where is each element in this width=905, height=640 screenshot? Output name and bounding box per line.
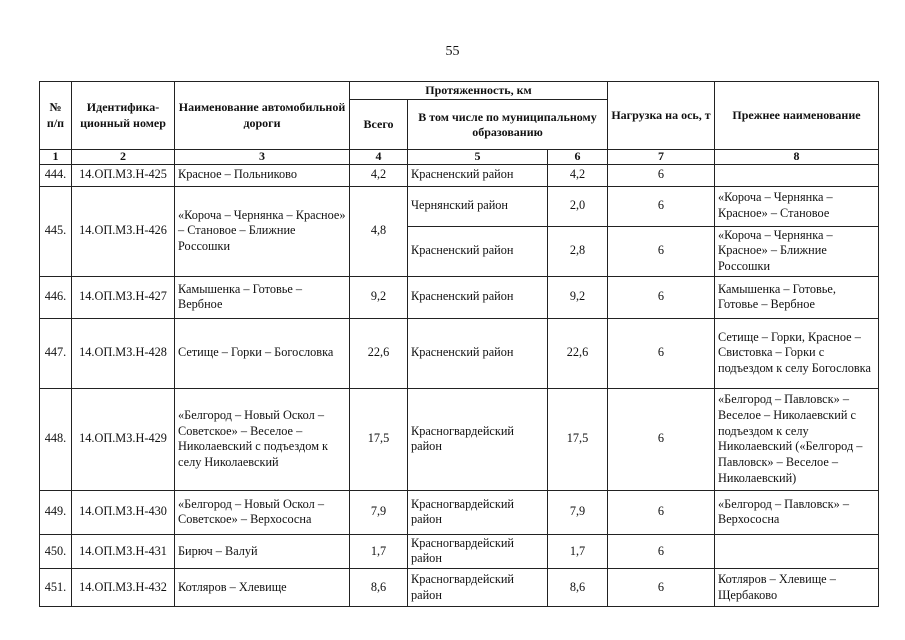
- district-km: 22,6: [548, 318, 608, 388]
- column-number: 8: [715, 150, 879, 164]
- row-number: 451.: [40, 569, 72, 607]
- row-number: 445.: [40, 186, 72, 276]
- road-name: Красное – Польниково: [175, 164, 350, 186]
- header-including: В том числе по муниципальному образованию: [408, 100, 608, 150]
- former-name: Камышенка – Готовье, Готовье – Вербное: [715, 276, 879, 318]
- road-id: 14.ОП.МЗ.Н-427: [72, 276, 175, 318]
- roads-table: [39, 81, 879, 607]
- column-number: 1: [40, 150, 72, 164]
- district-km: 8,6: [548, 569, 608, 607]
- row-number: 444.: [40, 164, 72, 186]
- table-row: [40, 186, 879, 226]
- road-id: 14.ОП.МЗ.Н-429: [72, 388, 175, 490]
- column-number: 7: [608, 150, 715, 164]
- road-total-km: 4,2: [350, 164, 408, 186]
- road-name: Камышенка – Готовье – Вербное: [175, 276, 350, 318]
- former-name: «Короча – Чернянка – Красное» – Ближние Россошки: [715, 226, 879, 276]
- road-total-km: 8,6: [350, 569, 408, 607]
- road-id: 14.ОП.МЗ.Н-428: [72, 318, 175, 388]
- axle-load: 6: [608, 276, 715, 318]
- row-number: 447.: [40, 318, 72, 388]
- district-name: Красненский район: [408, 164, 548, 186]
- table-row: [40, 164, 879, 186]
- road-name: Сетище – Горки – Богословка: [175, 318, 350, 388]
- axle-load: 6: [608, 186, 715, 226]
- road-total-km: 17,5: [350, 388, 408, 490]
- axle-load: 6: [608, 226, 715, 276]
- district-km: 17,5: [548, 388, 608, 490]
- column-number: 2: [72, 150, 175, 164]
- district-km: 2,0: [548, 186, 608, 226]
- header-num: № п/п: [40, 82, 72, 150]
- table-row: [40, 276, 879, 318]
- district-name: Красненский район: [408, 276, 548, 318]
- page-number: 55: [445, 44, 460, 59]
- district-name: Красногвардейский район: [408, 388, 548, 490]
- column-number: 6: [548, 150, 608, 164]
- former-name: [715, 164, 879, 186]
- district-name: Красненский район: [408, 318, 548, 388]
- column-number: 3: [175, 150, 350, 164]
- district-km: 1,7: [548, 534, 608, 568]
- road-name: Котляров – Хлевище: [175, 569, 350, 607]
- road-id: 14.ОП.МЗ.Н-432: [72, 569, 175, 607]
- former-name: «Белгород – Павловск» – Верхососна: [715, 490, 879, 534]
- header-length: Протяженность, км: [350, 82, 608, 100]
- road-name: Бирюч – Валуй: [175, 534, 350, 568]
- column-number: 4: [350, 150, 408, 164]
- road-total-km: 9,2: [350, 276, 408, 318]
- district-name: Красногвардейский район: [408, 490, 548, 534]
- header-former: Прежнее наименование: [715, 82, 879, 150]
- header-load: Нагрузка на ось, т: [608, 82, 715, 150]
- road-total-km: 1,7: [350, 534, 408, 568]
- row-number: 449.: [40, 490, 72, 534]
- header-total: Всего: [350, 100, 408, 150]
- table-row: [40, 490, 879, 534]
- district-km: 2,8: [548, 226, 608, 276]
- axle-load: 6: [608, 388, 715, 490]
- table-row: [40, 318, 879, 388]
- road-name: «Короча – Чернянка – Красное» – Становое – Ближние Россошки: [175, 186, 350, 276]
- district-km: 7,9: [548, 490, 608, 534]
- axle-load: 6: [608, 490, 715, 534]
- road-total-km: 22,6: [350, 318, 408, 388]
- former-name: Котляров – Хлевище – Щербаково: [715, 569, 879, 607]
- district-name: Красненский район: [408, 226, 548, 276]
- axle-load: 6: [608, 569, 715, 607]
- road-total-km: 4,8: [350, 186, 408, 276]
- axle-load: 6: [608, 318, 715, 388]
- column-number: 5: [408, 150, 548, 164]
- road-name: «Белгород – Новый Оскол – Советское» – Веселое – Николаевский с подъездом к селу Николаевский: [175, 388, 350, 490]
- road-id: 14.ОП.МЗ.Н-426: [72, 186, 175, 276]
- district-name: Чернянский район: [408, 186, 548, 226]
- row-number: 448.: [40, 388, 72, 490]
- road-id: 14.ОП.МЗ.Н-425: [72, 164, 175, 186]
- column-numbers-row: [40, 150, 879, 164]
- table-row: [40, 388, 879, 490]
- district-km: 4,2: [548, 164, 608, 186]
- header-id: Идентифика-ционный номер: [72, 82, 175, 150]
- road-id: 14.ОП.МЗ.Н-430: [72, 490, 175, 534]
- former-name: «Белгород – Павловск» – Веселое – Николаевский с подъездом к селу Николаевский («Белгород – Павловск» – Веселое – Николаевский): [715, 388, 879, 490]
- table-row: [40, 569, 879, 607]
- road-id: 14.ОП.МЗ.Н-431: [72, 534, 175, 568]
- table-row: [40, 534, 879, 568]
- district-name: Красногвардейский район: [408, 569, 548, 607]
- row-number: 446.: [40, 276, 72, 318]
- axle-load: 6: [608, 534, 715, 568]
- axle-load: 6: [608, 164, 715, 186]
- district-name: Красногвардейский район: [408, 534, 548, 568]
- district-km: 9,2: [548, 276, 608, 318]
- road-total-km: 7,9: [350, 490, 408, 534]
- former-name: [715, 534, 879, 568]
- header-name: Наименование автомобильной дороги: [175, 82, 350, 150]
- row-number: 450.: [40, 534, 72, 568]
- former-name: Сетище – Горки, Красное – Свистовка – Горки с подъездом к селу Богословка: [715, 318, 879, 388]
- former-name: «Короча – Чернянка – Красное» – Становое: [715, 186, 879, 226]
- road-name: «Белгород – Новый Оскол – Советское» – Верхососна: [175, 490, 350, 534]
